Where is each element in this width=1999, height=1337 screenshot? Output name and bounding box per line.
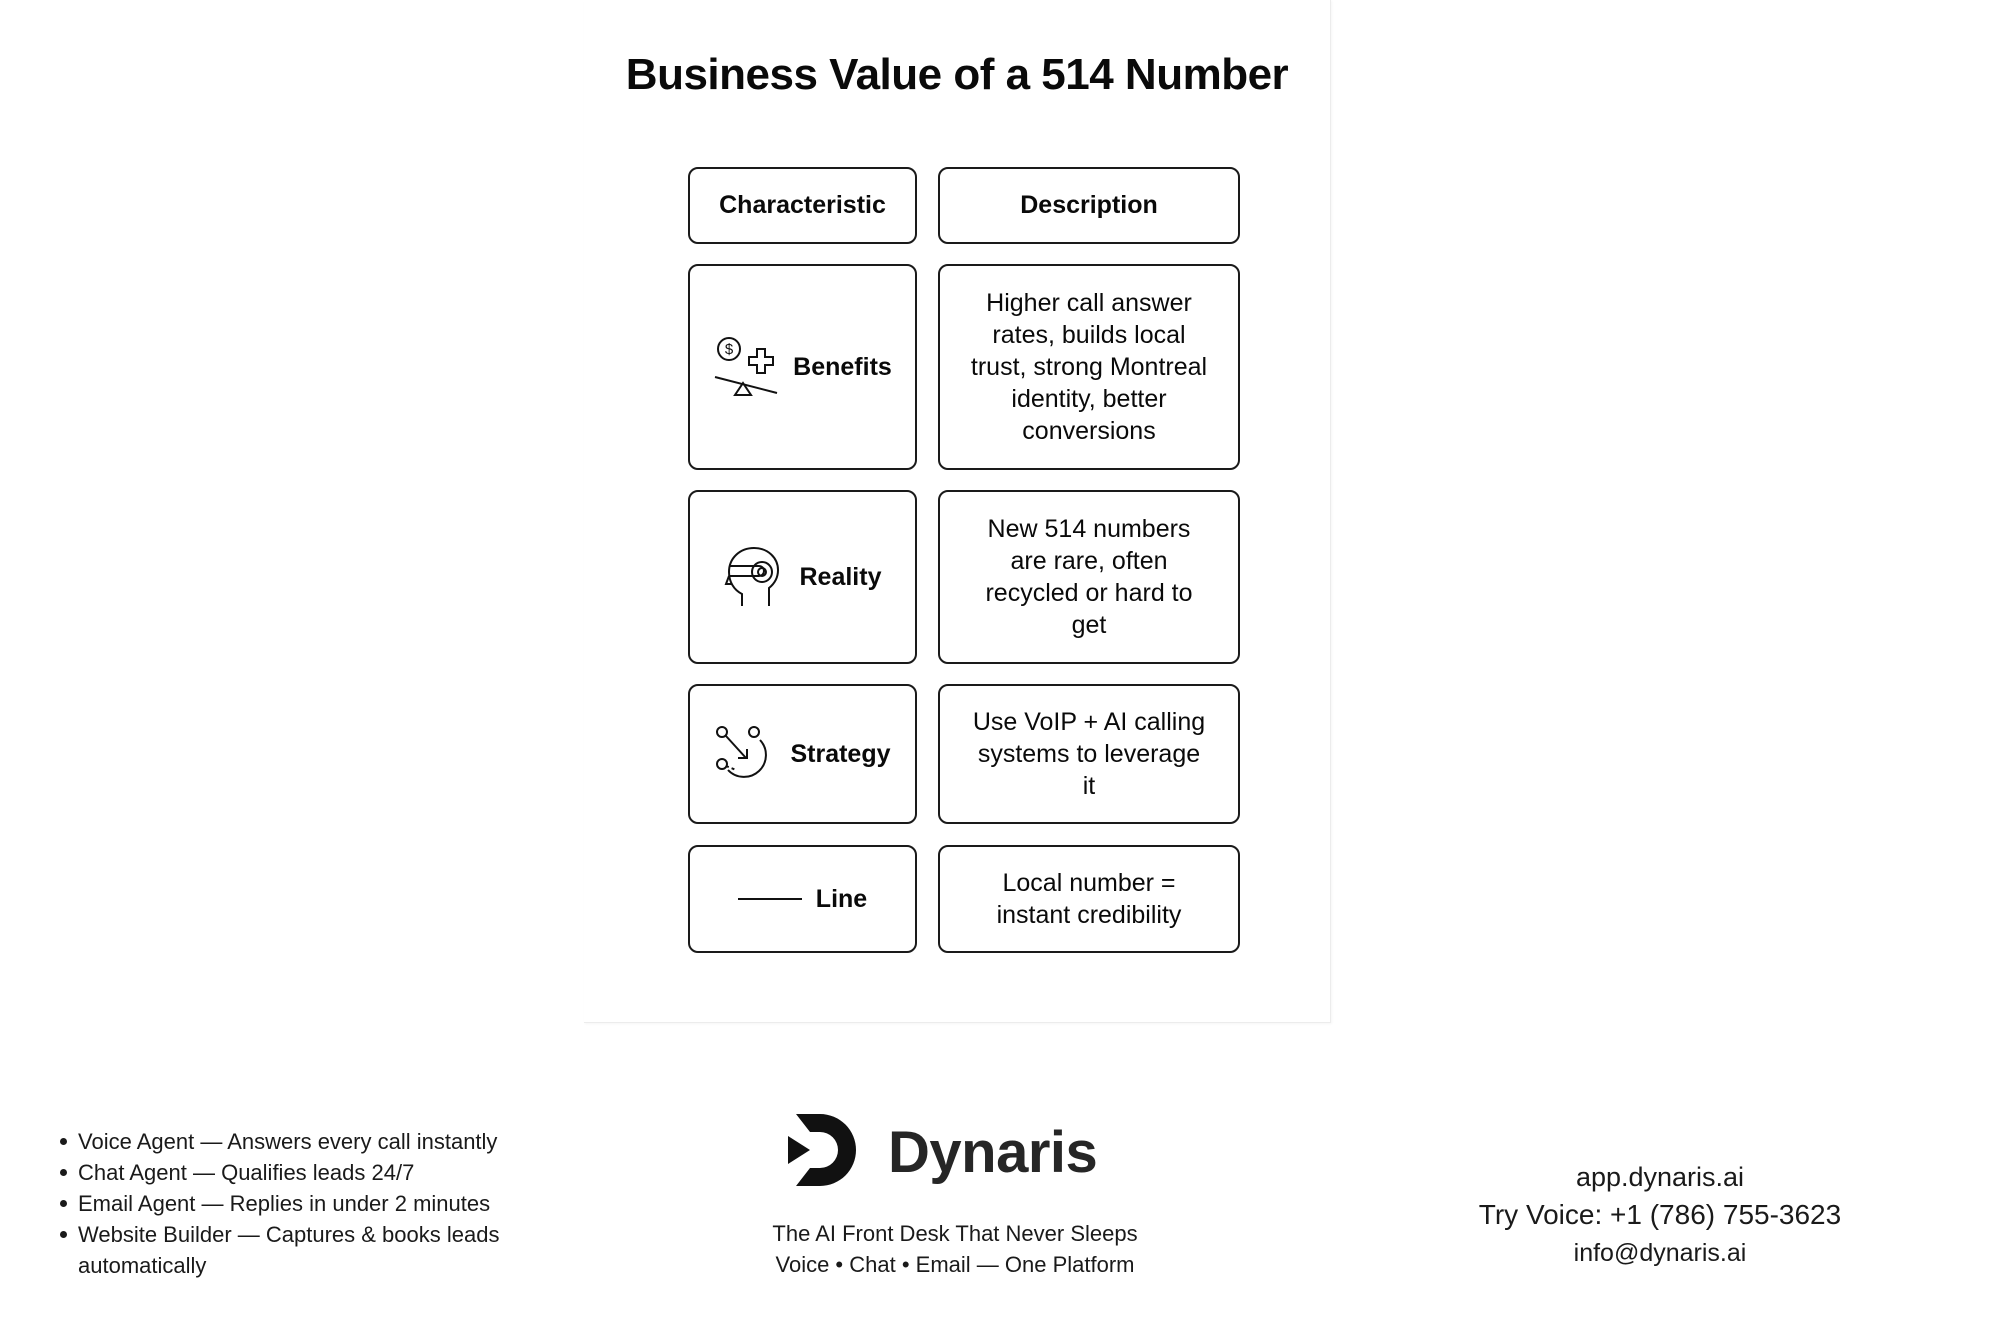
horizontal-line-icon	[738, 897, 802, 901]
infographic-card	[584, 0, 1331, 1023]
strategy-path-icon	[714, 724, 776, 784]
list-item: Email Agent — Replies in under 2 minutes	[58, 1188, 598, 1219]
website-link[interactable]: app.dynaris.ai	[1575, 1162, 1745, 1192]
page-title: Business Value of a 514 Number	[625, 50, 1289, 99]
row-strategy-description	[938, 684, 1240, 824]
brand-logo	[788, 1112, 1097, 1193]
row-benefits-characteristic	[688, 264, 917, 470]
list-item: Chat Agent — Qualifies leads 24/7	[58, 1157, 598, 1188]
vr-headset-head-icon	[724, 544, 786, 610]
row-benefits-description-text: Higher call answer rates, builds local trust, strong Montreal identity, better conversions	[970, 289, 1208, 445]
row-line-description	[938, 845, 1240, 953]
row-line-description-text: Local number = instant credibility	[996, 869, 1182, 929]
row-reality-characteristic	[688, 490, 917, 664]
list-item: Website Builder — Captures & books leads automatically	[58, 1219, 598, 1281]
list-item: Voice Agent — Answers every call instantly	[58, 1126, 598, 1157]
row-benefits-description	[938, 264, 1240, 470]
row-line-label: Line	[815, 884, 868, 913]
email-link[interactable]: info@dynaris.ai	[1573, 1239, 1747, 1267]
row-strategy-description-text: Use VoIP + AI calling systems to leverage it	[972, 708, 1206, 800]
header-characteristic-label: Characteristic	[719, 191, 886, 219]
header-characteristic	[688, 167, 917, 244]
row-reality-label: Reality	[799, 562, 882, 591]
row-strategy-label: Strategy	[790, 739, 891, 768]
scale-dollar-plus-icon	[713, 337, 779, 397]
voice-phone-link[interactable]: Try Voice: +1 (786) 755-3623	[1478, 1199, 1842, 1230]
row-reality-description	[938, 490, 1240, 664]
row-line-characteristic	[688, 845, 917, 953]
header-description-label: Description	[1020, 191, 1158, 219]
contact-block	[1430, 1158, 1890, 1272]
tagline-line-1: The AI Front Desk That Never Sleeps	[772, 1221, 1138, 1246]
row-benefits-label: Benefits	[793, 352, 892, 381]
row-strategy-characteristic	[688, 684, 917, 824]
feature-list	[58, 1126, 598, 1281]
dynaris-logo-icon	[788, 1112, 866, 1193]
row-reality-description-text: New 514 numbers are rare, often recycled or hard to get	[985, 515, 1193, 639]
brand-tagline	[730, 1218, 1180, 1280]
header-description	[938, 167, 1240, 244]
tagline-line-2: Voice • Chat • Email — One Platform	[775, 1252, 1135, 1277]
brand-name: Dynaris	[888, 1120, 1098, 1185]
svg-text:$: $	[725, 341, 734, 358]
